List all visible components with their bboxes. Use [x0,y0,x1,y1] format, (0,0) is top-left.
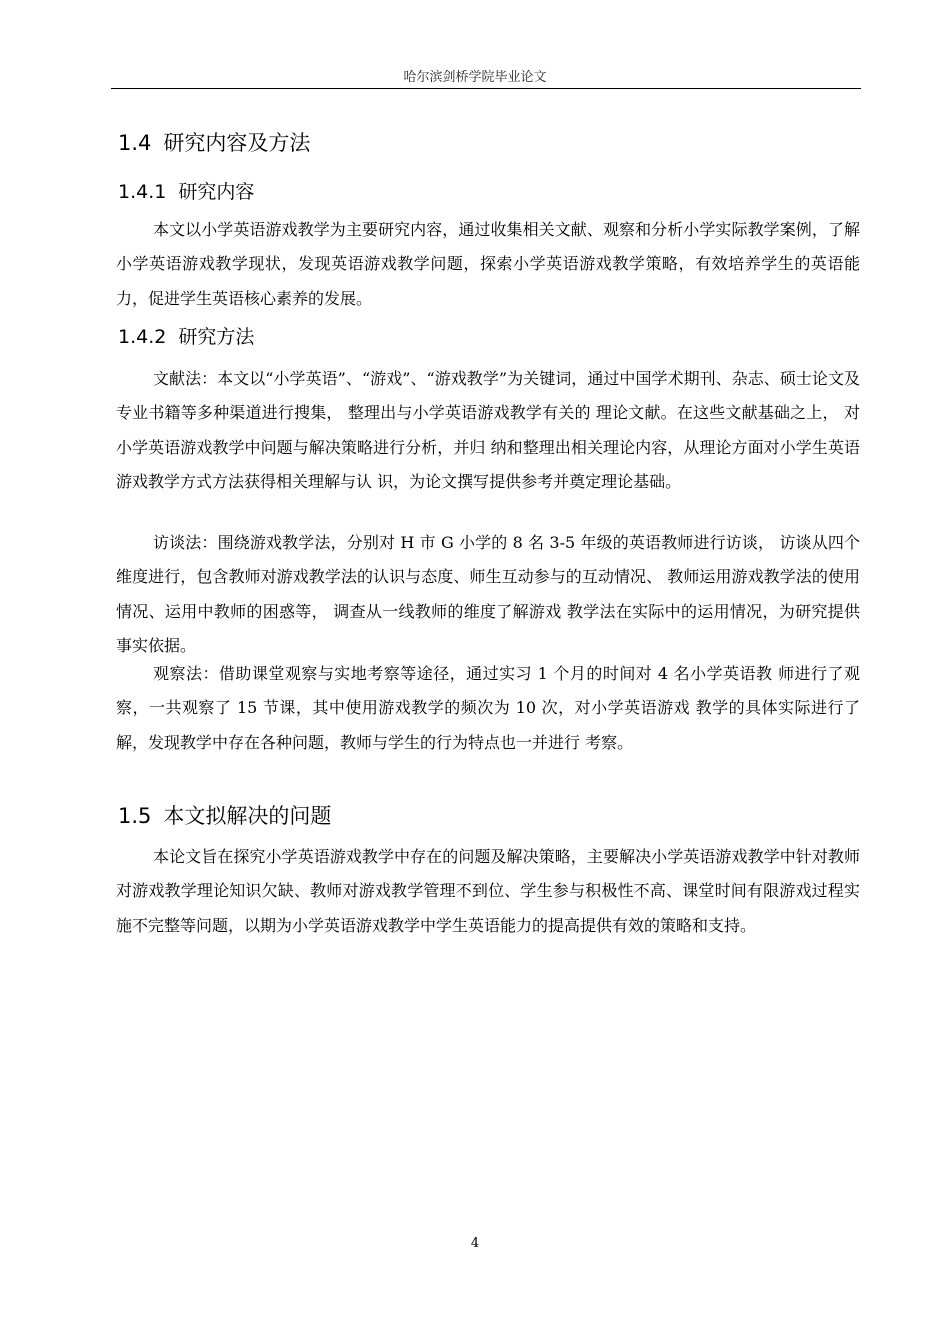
paragraph-research-content: 本文以小学英语游戏教学为主要研究内容，通过收集相关文献、观察和分析小学实际教学案例，了解小学英语游戏教学现状，发现英语游戏教学问题，探索小学英语游戏教学策略，有效培养学生的英语能力，促进学生英语核心素养的发展。 [116,220,860,308]
heading-1-4-1-number: 1.4.1 [118,181,167,203]
heading-1-4-2-title: 研究方法 [178,326,255,348]
running-header: 哈尔滨剑桥学院毕业论文 [403,70,547,85]
heading-1-4-1 [118,177,254,204]
heading-1-4-1-title: 研究内容 [178,181,255,203]
heading-1-5-title: 本文拟解决的问题 [163,804,332,828]
heading-1-5 [118,800,331,830]
paragraph-problems-to-solve: 本论文旨在探究小学英语游戏教学中存在的问题及解决策略，主要解决小学英语游戏教学中针对教师对游戏教学理论知识欠缺、教师对游戏教学管理不到位、学生参与积极性不高、课堂时间有限游戏过程实施不完整等问题，以期为小学英语游戏教学中学生英语能力的提高提供有效的策略和支持。 [116,847,860,935]
paragraph-literature-method: 文献法：本文以“小学英语”、“游戏”、“游戏教学”为关键词，通过中国学术期刊、杂志、硕士论文及专业书籍等多种渠道进行搜集， 整理出与小学英语游戏教学有关的 理论文献。在这些文献基础之上， 对小学英语游戏教学中问题与解决策略进行分析，并归 纳和整理出相关理论内容，从理论方面对小学生英语游戏教学方式方法获得相关理解与认 识，为论文撰写提供参考并奠定理论基础。 [116,369,860,492]
paragraph-observation-method: 观察法：借助课堂观察与实地考察等途径，通过实习 1 个月的时间对 4 名小学英语教 师进行了观察，一共观察了 15 节课，其中使用游戏教学的频次为 10 次，对小学英语游戏 教学的具体实际进行了解，发现教学中存在各种问题，教师与学生的行为特点也一并进行 考察。 [116,664,860,752]
paragraph-interview-method: 访谈法：围绕游戏教学法，分别对 H 市 G 小学的 8 名 3-5 年级的英语教师进行访谈， 访谈从四个维度进行，包含教师对游戏教学法的认识与态度、师生互动参与的互动情况、 教师运用游戏教学法的使用情况、运用中教师的困惑等， 调查从一线教师的维度了解游戏 教学法在实际中的运用情况，为研究提供事实依据。 [116,533,860,656]
page-number: 4 [470,1236,480,1251]
heading-1-4-title: 研究内容及方法 [163,131,311,155]
heading-1-4 [118,127,310,157]
heading-1-4-2 [118,322,254,349]
heading-1-5-number: 1.5 [118,804,152,828]
header-rule [111,88,861,89]
heading-1-4-number: 1.4 [118,131,152,155]
heading-1-4-2-number: 1.4.2 [118,326,167,348]
